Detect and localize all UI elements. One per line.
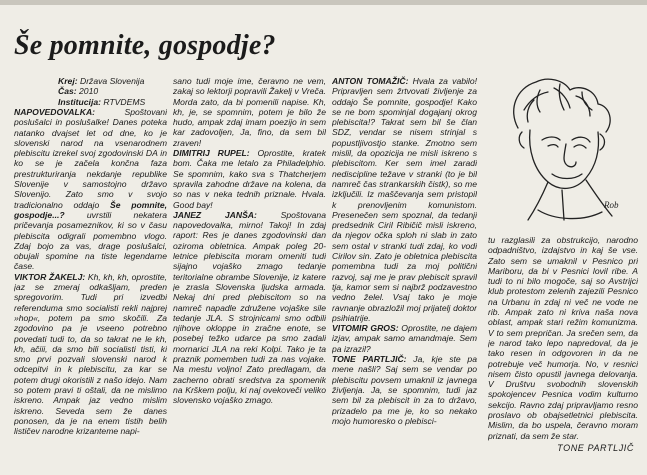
- meta-krej-label: Krej:: [58, 76, 78, 86]
- speaker-napovedovalka: NAPOVEDOVALKA:: [14, 107, 96, 117]
- meta-cas: [58, 86, 145, 96]
- paragraph-jansa: [173, 210, 326, 406]
- meta-cas-label: Čas:: [58, 86, 77, 97]
- meta-krej: [58, 76, 145, 86]
- caricature-signature: Rob: [604, 200, 619, 210]
- article-meta: [58, 76, 145, 107]
- text-tomazic: Hvala za vabilo! Pripravljen sem žrtvovati življenje za oddajo Še pomnite, gospodje! Kako se ne bom spominjal dogajanj okrog plebiscita!? Takrat sem bil še član SDZ, vendar se nisem strinjal s popustljivostjo stanke. Zmotno sem mislil, da opozicija ne misli iskreno s plebiscitom. Ker sem imel zaradi nediscipline težave v stranki (to je bil namreč čas strankarskih čistk), so me izključili. Iz maščevanja sem pristopil k prenovljenim komunistom. Presenečen sem spoznal, da tedanji predsednik Ciril Ribičič misli iskreno, da njegov očka sploh ni slab in zato sem ostal v stranki tudi zdaj, ko vodi Cirilov sin. Zato je obletnica plebiscita pomembna tudi za moj politični razvoj, saj me je prav plebiscit spravil tja, kamor sem si najbrž podzavestno vedno želel. Vsaj tako je moje ravnanje obrazložil moj prijatelj doktor psihiatrije.: [332, 76, 477, 323]
- paragraph-zakelj-cont: [173, 76, 326, 148]
- paragraph-gros: [332, 323, 477, 354]
- meta-inst-label: Institucija:: [58, 96, 101, 107]
- speaker-partljic: TONE PARTLJIČ:: [332, 354, 407, 365]
- paragraph-tomazic: [332, 76, 477, 323]
- text-partljic: Ja, kje ste pa mene našli? Saj sem se vendar po plebiscitu povsem umaknil iz javnega življenja. Ja, se spomnim, tudi jaz sem bil za plebiscit in za to državo, prizadelo pa me je, ko so nekako mojo humoresko o plebisci-: [332, 354, 477, 426]
- text-zakelj: Kh, kh, kh, oprostite, jaz se zmeraj odkašljam, preden spregovorim. Tudi pri izvedbi referenduma smo socialisti rekli najprej »hop«, potem pa smo skočili. Za zgodovino pa je vseeno potrebno povedati tudi to, da so takrat ne le kh, kh, ačiii, da smo bili socialisti tisti, ki smo prvi pozvali slovenski narod k odcepitvi in k plebiscitu, za kar se potem drugi okoristili z našo idejo. Nam so potem pravi ti oštali, da ne mislimo iskreno. Ampak jaz vedno mislim iskreno. Seveda sem že danes ponosen, da je na enem tistih belih lističev narodne krizanteme napi-: [14, 271, 167, 437]
- speaker-zakelj: VIKTOR ŽAKELJ:: [14, 271, 86, 282]
- speaker-tomazic: ANTON TOMAŽIČ:: [332, 76, 409, 86]
- text-jansa: Spoštovana napovedovalka, mirno! Takoj! In zdaj raport: Res je danes zgodovinski dan oziroma obletnica. Ampak poleg 20-letnice plebiscita moram omeniti tudi sijajno vojaško zmago tedanje teritorialne obrambe Slovenije, iz katere je zrasla Slovenska ljudska armada. Nekaj dni pred plebiscitom so na namreč napadle združene vojaške sile tedanje JLA. S strojnicami smo odbili njihove okloppe in zračne enote, se posebej težko udarce pa smo zadali mornarici JLA na reki Kolpi. Tako je ta praznik pomemben tudi za nas vojake. Na mestu voljno! Zato predlagam, da zacherno obrati sredstva za spomenik na Krškem polju, ki naj ovekoveči veliko slovensko vojaško zmago.: [173, 209, 326, 406]
- text-napovedovalka-2: uvrstili nekatera pričevanja posameznikov, ki so v času plebiscita odigrali pomembno vlogo. Zdaj bojo za vas, drage poslušalci, obujali spomine na tiste legendarne čase.: [14, 209, 167, 272]
- text-column-2: [173, 76, 326, 475]
- paragraph-partljic-cont: [488, 235, 638, 441]
- text-column-1: [14, 107, 167, 475]
- paragraph-napovedovalka: [14, 107, 167, 272]
- text-gros: Oprostite, ne dajem izjav, ampak samo amandmaje. Sem pa izrazil?: [332, 323, 477, 354]
- meta-cas-value: 2010: [79, 86, 99, 97]
- paragraph-zakelj: [14, 272, 167, 437]
- text-column-4: [488, 235, 638, 450]
- paragraph-rupel: [173, 148, 326, 210]
- text-rupel: Oprostite, kratek bom. Čaka me letalo za Philadelphio. Se spomnim, kako sva s Thatcherjem spravila zahodne države na kolena, da so nas v neka tednih priznale. Hvala. Good bay!: [173, 148, 326, 210]
- speaker-gros: VITOMIR GROS:: [332, 323, 399, 334]
- speaker-jansa: JANEZ JANŠA:: [173, 209, 257, 220]
- meta-inst-value: RTVDEMS: [103, 96, 146, 107]
- top-rule: [0, 0, 647, 5]
- text-column-3: [332, 76, 477, 475]
- author-signature: TONE PARTLJIČ: [557, 443, 634, 453]
- article-title: Še pomnite, gospodje?: [14, 30, 276, 61]
- meta-krej-value: Država Slovenija: [79, 76, 145, 86]
- text-napovedovalka-show: Še pomnite, gospodje...?: [14, 199, 167, 220]
- meta-institucija: [58, 97, 145, 107]
- text-zakelj-cont: sano tudi moje ime, čeravno ne vem, zakaj so lektorji popravili Žakelj v Vreča. Morda zato, da bi pomenili napise. Kh, kh, je, se spomnim, potem je bilo že hudo, ampak zdaj imam poezijo in sem kar zadovoljen, Ja, fino, da sem bil zraven!: [173, 76, 326, 148]
- text-partljic-cont: tu razglasili za obstrukcijo, narodno odpadništvo, izdajstvo in kaj še vse. Zato sem se umaknil v Pesnico pri Mariboru, da bi v Pesnici lovil ribe. A tudi to ni bilo mogoče, saj so Avstrijci klub protestom zelenih zajezili Pesnico na Urbanu in zdaj ni več ne vode ne rib. Ampak zato ni kriva naša nova oblast, ampak stari režim komunizma. V to sem prepričan. Ja srečen sem, da je narod tako lepo napredoval, da je tako resen in odgovoren in da ne potrebuje več humorja. No, v resnici nisem čisto opustil javnega delovanja. V Društvu svobodnih slovenskih spokojencev Pesnica vodim kulturno sekcijo. Ravno zdaj pripravljamo resno proslavo ob obajsetletnici plebiscita. Mislim, da bo uspela, čeravno moram priznati, da sem že star.: [488, 235, 638, 441]
- caricature-illustration: [478, 70, 640, 230]
- paragraph-partljic: [332, 354, 477, 426]
- speaker-rupel: DIMITRIJ RUPEL:: [173, 148, 250, 159]
- text-napovedovalka-1: Spoštovani poslušalci in poslušalke! Danes poteka natanko dvajset let od dne, ko je slovenski narod na vsenarodnem plebiscitu izrekel svoj zgodovinski DA in ko se je začela končna faza prestrukturiranja nekdanje republike Slovenije v samostojno državo Slovenijo. Zato smo v svojo tradicionalno oddajo: [14, 107, 167, 210]
